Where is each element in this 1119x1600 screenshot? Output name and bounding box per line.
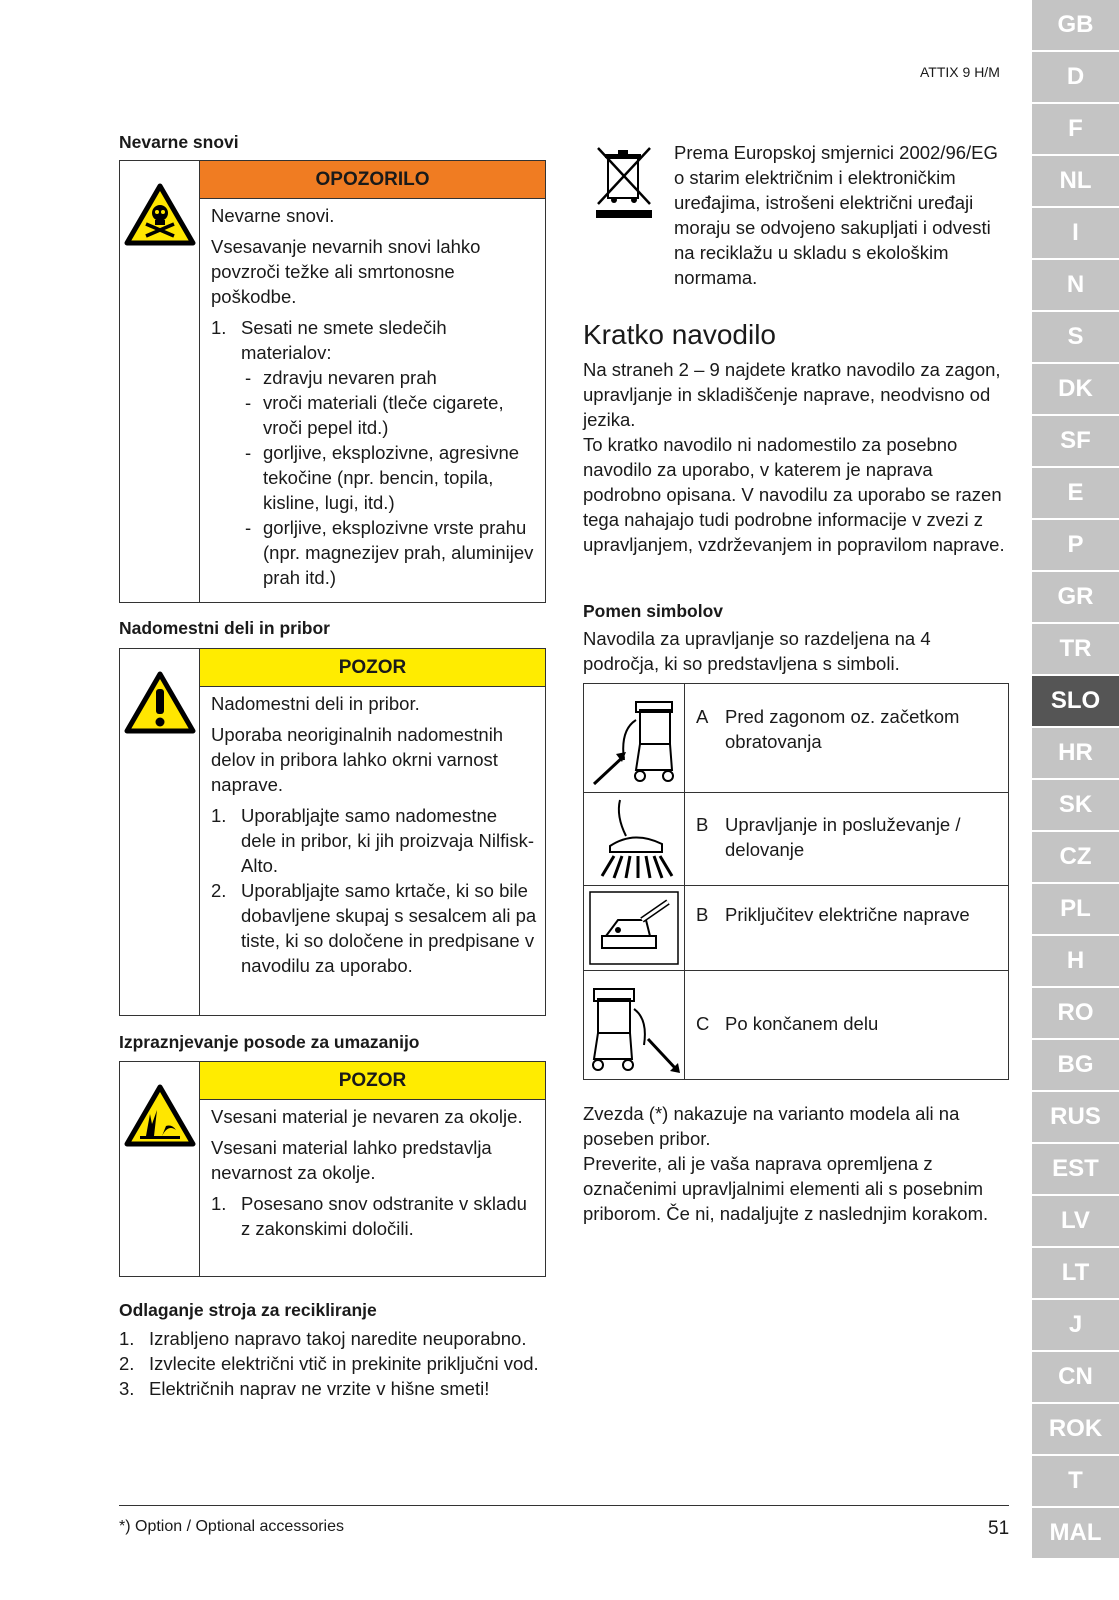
list-item: - gorljive, eksplozivne vrste prahu (npr. magnezijev prah, aluminijev prah itd.): [245, 517, 534, 588]
caution-box-environment: [119, 1061, 546, 1277]
tab-t[interactable]: T: [1032, 1456, 1119, 1506]
emptying-heading: Izpraznjevanje posode za umazanijo: [119, 1032, 420, 1052]
exclamation-warning-icon: [120, 649, 200, 1015]
footer-note: *) Option / Optional accessories: [119, 1518, 344, 1535]
list-item: 3. Električnih naprav ne vrzite v hišne smeti!: [119, 1378, 490, 1399]
symbol-letter: B: [696, 814, 709, 835]
table-row: [584, 886, 1008, 971]
tab-f[interactable]: F: [1032, 104, 1119, 154]
tab-rok[interactable]: ROK: [1032, 1404, 1119, 1454]
symbols-heading: Pomen simbolov: [583, 601, 724, 621]
list-item: 1. Sesati ne smete sledečih materialov: - zdravju nevaren prah - vroči materiali (tleče cigarete, vroči pepel itd.) - gorljive, eksplozivne, agresivne tekočine (npr. bencin, topila, kisline, lugi, itd.) - gorljive, eksplozivne vrste prahu (npr. magnezijev prah, aluminijev prah itd.): [211, 315, 537, 590]
caution-line-2: Vsesani material lahko predstavlja nevarnost za okolje.: [211, 1137, 492, 1183]
symbols-intro: Navodila za upravljanje so razdeljena na 4 področja, ki so predstavljena s simboli.: [583, 628, 931, 674]
list-item: 2. Izvlecite električni vtič in prekinite priključni vod.: [119, 1353, 539, 1374]
symbol-text: Priključitev električne naprave: [725, 904, 970, 925]
tab-bg[interactable]: BG: [1032, 1040, 1119, 1090]
table-row: [584, 971, 1008, 1079]
warning-line-1: Nevarne snovi.: [211, 205, 335, 226]
tab-rus[interactable]: RUS: [1032, 1092, 1119, 1142]
list-item: - zdravju nevaren prah: [245, 367, 437, 388]
list-item: 1. Izrabljeno napravo takoj naredite neuporabno.: [119, 1328, 527, 1349]
caution-title: POZOR: [200, 649, 545, 687]
tab-h[interactable]: H: [1032, 936, 1119, 986]
tab-cn[interactable]: CN: [1032, 1352, 1119, 1402]
tab-pl[interactable]: PL: [1032, 884, 1119, 934]
warning-title: OPOZORILO: [200, 161, 545, 199]
tab-tr[interactable]: TR: [1032, 624, 1119, 674]
vacuum-end-icon: [584, 971, 685, 1079]
tab-gb[interactable]: GB: [1032, 0, 1119, 50]
power-tool-icon: [584, 886, 685, 970]
tab-slo[interactable]: SLO: [1032, 676, 1119, 726]
language-tabs: [1032, 0, 1119, 1560]
note-text-2: Preverite, ali je vaša naprava opremljena z označenimi upravljalnimi elementi ali s posebnim priborom. Če ni, nadaljujte z naslednjim korakom.: [583, 1153, 989, 1224]
environment-hazard-icon: [120, 1062, 200, 1276]
caution-box-spare-parts: [119, 648, 546, 1016]
tab-dk[interactable]: DK: [1032, 364, 1119, 414]
quick-guide-title: Kratko navodilo: [583, 319, 777, 350]
toxic-warning-icon: [120, 161, 200, 602]
tab-sk[interactable]: SK: [1032, 780, 1119, 830]
quick-guide-text-2: To kratko navodilo ni nadomestilo za posebno navodilo za uporabo, v katerem je naprava podrobno opisana. V navodilu za uporabo se razen tega nahajajo tudi podrobne informacije v zvezi z upravljanjem, vzdrževanjem in popravilom naprave.: [583, 434, 1005, 555]
symbol-text: Po končanem delu: [725, 1013, 879, 1034]
list-item: - gorljive, eksplozivne, agresivne tekočine (npr. bencin, topila, kisline, lugi, itd.): [245, 442, 520, 513]
caution-line-2: Uporaba neoriginalnih nadomestnih delov in pribora lahko okrni varnost naprave.: [211, 724, 504, 795]
footer-divider: [119, 1505, 1009, 1506]
page-number: 51: [988, 1518, 1010, 1539]
vacuum-start-icon: [584, 684, 685, 792]
hazard-heading: Nevarne snovi: [119, 132, 239, 152]
symbol-letter: B: [696, 904, 709, 925]
tab-lt[interactable]: LT: [1032, 1248, 1119, 1298]
weee-text: Prema Europskoj smjernici 2002/96/EG o starim električnim i elektroničkim uređajima, istrošeni električni uređaji moraju se odvojeno sakupljati i odvesti na reciklažu u skladu s ekološkim normama.: [674, 142, 998, 288]
symbols-table: [583, 683, 1009, 1080]
list-item: 1. Posesano snov odstranite v skladu z zakonskimi določili.: [211, 1193, 527, 1239]
warning-box-hazard: [119, 160, 546, 603]
table-row: [584, 684, 1008, 793]
tab-p[interactable]: P: [1032, 520, 1119, 570]
tab-s[interactable]: S: [1032, 312, 1119, 362]
list-item: - vroči materiali (tleče cigarete, vroči pepel itd.): [245, 392, 504, 438]
caution-title: POZOR: [200, 1062, 545, 1100]
weee-bin-icon: [594, 144, 654, 227]
recycle-heading: Odlaganje stroja za recikliranje: [119, 1300, 377, 1320]
note-text-1: Zvezda (*) nakazuje na varianto modela ali na poseben pribor.: [583, 1103, 960, 1149]
tab-lv[interactable]: LV: [1032, 1196, 1119, 1246]
symbol-text: Upravljanje in posluževanje / delovanje: [725, 814, 961, 860]
tab-j[interactable]: J: [1032, 1300, 1119, 1350]
tab-e[interactable]: E: [1032, 468, 1119, 518]
tab-ro[interactable]: RO: [1032, 988, 1119, 1038]
tab-gr[interactable]: GR: [1032, 572, 1119, 622]
caution-line-1: Nadomestni deli in pribor.: [211, 693, 420, 714]
model-name: ATTIX 9 H/M: [920, 64, 1000, 80]
caution-line-1: Vsesani material je nevaren za okolje.: [211, 1106, 523, 1127]
tab-i[interactable]: I: [1032, 208, 1119, 258]
warning-line-2: Vsesavanje nevarnih snovi lahko povzroči težke ali smrtonosne poškodbe.: [211, 236, 481, 307]
recycle-list: [119, 1326, 549, 1401]
tab-d[interactable]: D: [1032, 52, 1119, 102]
floor-nozzle-icon: [584, 793, 685, 885]
tab-est[interactable]: EST: [1032, 1144, 1119, 1194]
spare-parts-heading: Nadomestni deli in pribor: [119, 618, 330, 638]
symbol-text: Pred zagonom oz. začetkom obratovanja: [725, 706, 960, 752]
tab-hr[interactable]: HR: [1032, 728, 1119, 778]
list-item: 2. Uporabljajte samo krtače, ki so bile dobavljene skupaj s sesalcem ali pa tiste, ki so določene in predpisane v navodilu za uporabo.: [211, 880, 537, 976]
tab-sf[interactable]: SF: [1032, 416, 1119, 466]
symbol-letter: A: [696, 706, 709, 727]
table-row: [584, 793, 1008, 886]
list-item: 1. Uporabljajte samo nadomestne dele in pribor, ki jih proizvaja Nilfisk-Alto.: [211, 805, 535, 876]
quick-guide-text-1: Na straneh 2 – 9 najdete kratko navodilo za zagon, upravljanje in skladiščenje naprave, neodvisno od jezika.: [583, 359, 1001, 430]
tab-mal[interactable]: MAL: [1032, 1508, 1119, 1558]
tab-nl[interactable]: NL: [1032, 156, 1119, 206]
tab-n[interactable]: N: [1032, 260, 1119, 310]
tab-cz[interactable]: CZ: [1032, 832, 1119, 882]
symbol-letter: C: [696, 1013, 710, 1034]
